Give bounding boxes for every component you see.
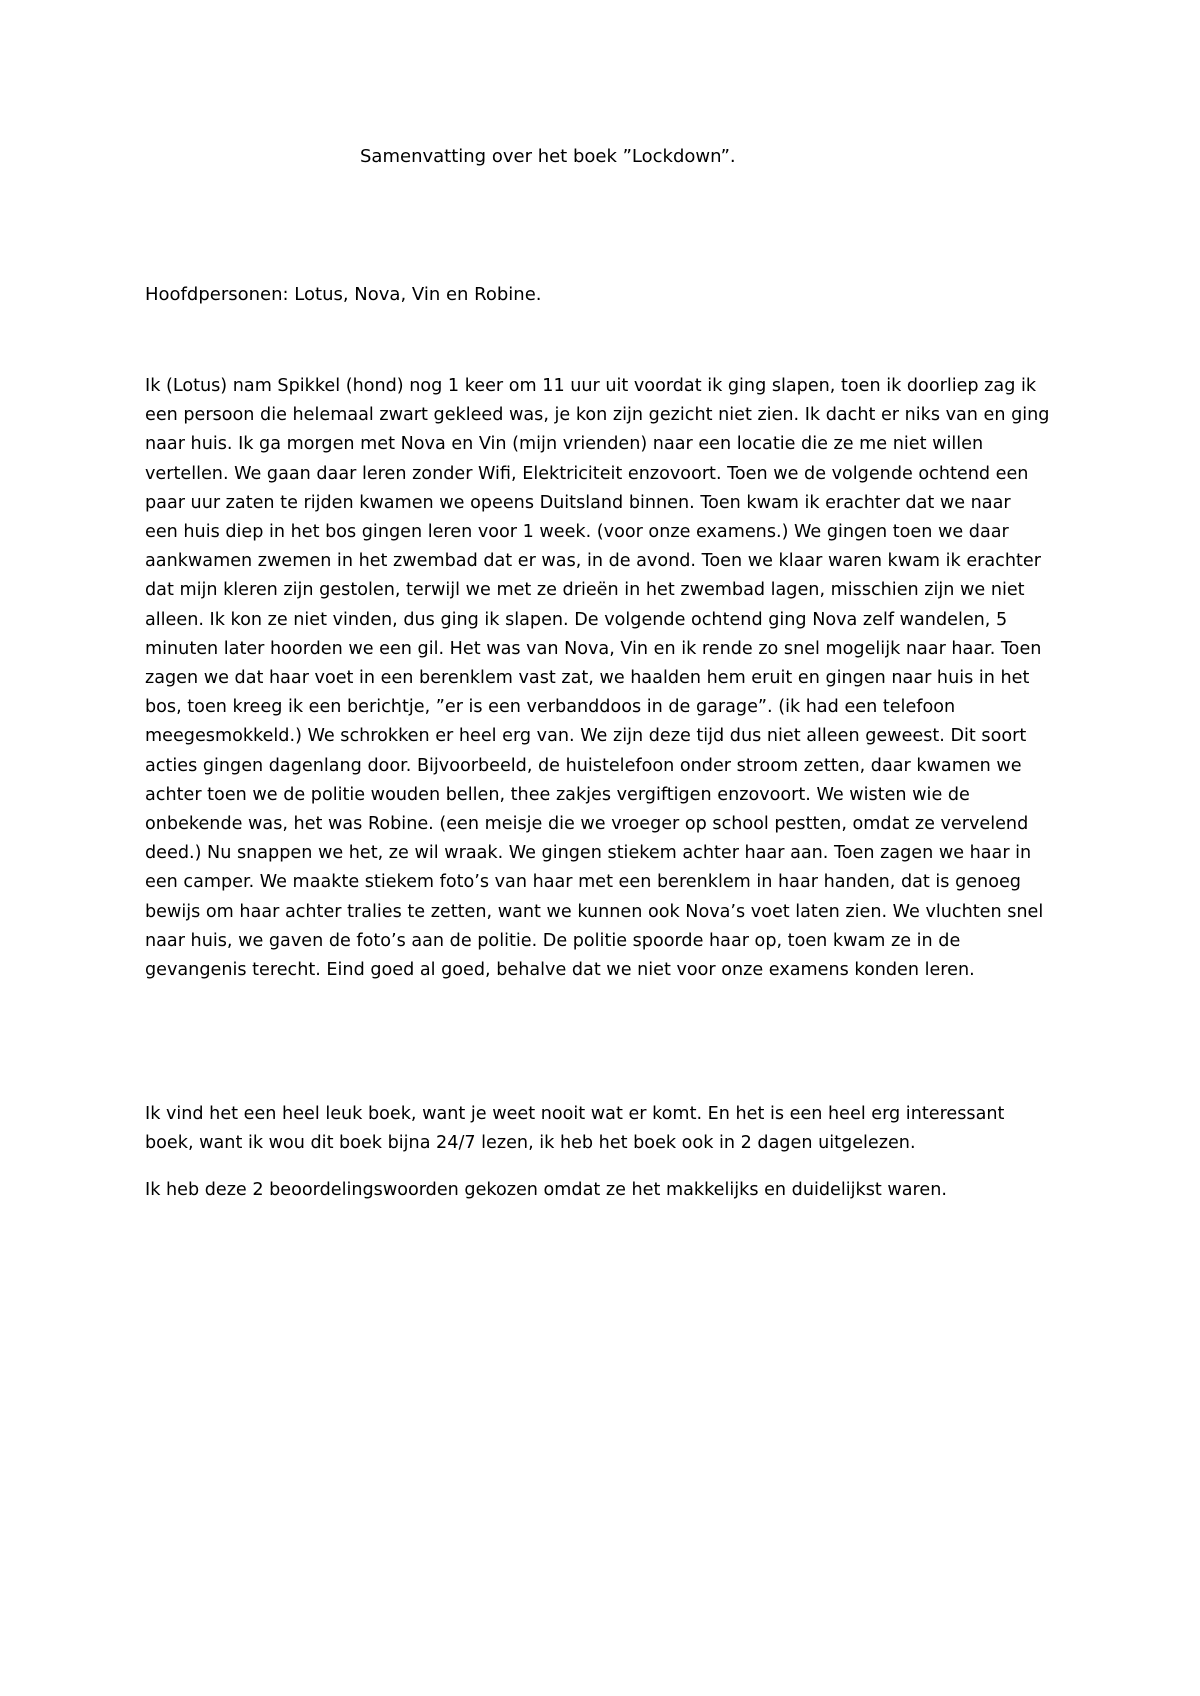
summary-line: deed.) Nu snappen we het, ze wil wraak. We gingen stiekem achter haar aan. Toen zagen we haar in bbox=[145, 843, 1032, 864]
opinion-paragraph bbox=[145, 1100, 1085, 1158]
summary-line: vertellen. We gaan daar leren zonder Wifi, Elektriciteit enzovoort. Toen we de volgende ochtend een bbox=[145, 463, 1029, 484]
summary-line: zagen we dat haar voet in een berenklem vast zat, we haalden hem eruit en gingen naar huis in het bbox=[145, 668, 1030, 689]
summary-line: acties gingen dagenlang door. Bijvoorbeeld, de huistelefoon onder stroom zetten, daar kwamen we bbox=[145, 755, 1022, 776]
summary-line: onbekende was, het was Robine. (een meisje die we vroeger op school pestten, omdat ze vervelend bbox=[145, 814, 1029, 835]
document-title: Samenvatting over het boek ”Lockdown”. bbox=[360, 146, 736, 167]
summary-line: bewijs om haar achter tralies te zetten, want we kunnen ook Nova’s voet laten zien. We vluchten snel bbox=[145, 901, 1044, 922]
summary-line: Ik (Lotus) nam Spikkel (hond) nog 1 keer om 11 uur uit voordat ik ging slapen, toen ik doorliep zag ik bbox=[145, 376, 1037, 396]
summary-line: paar uur zaten te rijden kwamen we opeens Duitsland binnen. Toen kwam ik erachter dat we naar bbox=[145, 492, 1011, 513]
summary-line: meegesmokkeld.) We schrokken er heel erg van. We zijn deze tijd dus niet alleen geweest. Dit soort bbox=[145, 726, 1027, 747]
summary-line: achter toen we de politie wouden bellen, thee zakjes vergiftigen enzovoort. We wisten wie de bbox=[145, 784, 970, 805]
motivation-paragraph: Ik heb deze 2 beoordelingswoorden gekozen omdat ze het makkelijks en duidelijkst waren. bbox=[145, 1180, 947, 1200]
summary-line: een huis diep in het bos gingen leren voor 1 week. (voor onze examens.) We gingen toen we daar bbox=[145, 522, 1009, 543]
summary-line: bos, toen kreeg ik een berichtje, ”er is een verbanddoos in de garage”. (ik had een telefoon bbox=[145, 697, 956, 718]
opinion-line: boek, want ik wou dit boek bijna 24/7 lezen, ik heb het boek ook in 2 dagen uitgelezen. bbox=[145, 1133, 916, 1154]
summary-line: minuten later hoorden we een gil. Het was van Nova, Vin en ik rende zo snel mogelijk naar haar. Toen bbox=[145, 638, 1042, 659]
summary-line: naar huis. Ik ga morgen met Nova en Vin (mijn vrienden) naar een locatie die ze me niet willen bbox=[145, 434, 984, 455]
summary-line: gevangenis terecht. Eind goed al goed, behalve dat we niet voor onze examens konden leren. bbox=[145, 960, 975, 981]
summary-paragraph bbox=[145, 372, 1085, 985]
summary-line: naar huis, we gaven de foto’s aan de politie. De politie spoorde haar op, toen kwam ze in de bbox=[145, 930, 961, 951]
summary-line: dat mijn kleren zijn gestolen, terwijl we met ze drieën in het zwembad lagen, misschien zijn we niet bbox=[145, 580, 1025, 601]
main-characters-line: Hoofdpersonen: Lotus, Nova, Vin en Robine. bbox=[145, 284, 542, 305]
summary-line: alleen. Ik kon ze niet vinden, dus ging ik slapen. De volgende ochtend ging Nova zelf wandelen, 5 bbox=[145, 609, 1008, 630]
summary-line: aankwamen zwemen in het zwembad dat er was, in de avond. Toen we klaar waren kwam ik erachter bbox=[145, 551, 1041, 572]
summary-line: een persoon die helemaal zwart gekleed was, je kon zijn gezicht niet zien. Ik dacht er niks van en ging bbox=[145, 405, 1050, 426]
opinion-line: Ik vind het een heel leuk boek, want je weet nooit wat er komt. En het is een heel erg interessant bbox=[145, 1104, 1005, 1124]
summary-line: een camper. We maakte stiekem foto’s van haar met een berenklem in haar handen, dat is genoeg bbox=[145, 872, 1021, 893]
